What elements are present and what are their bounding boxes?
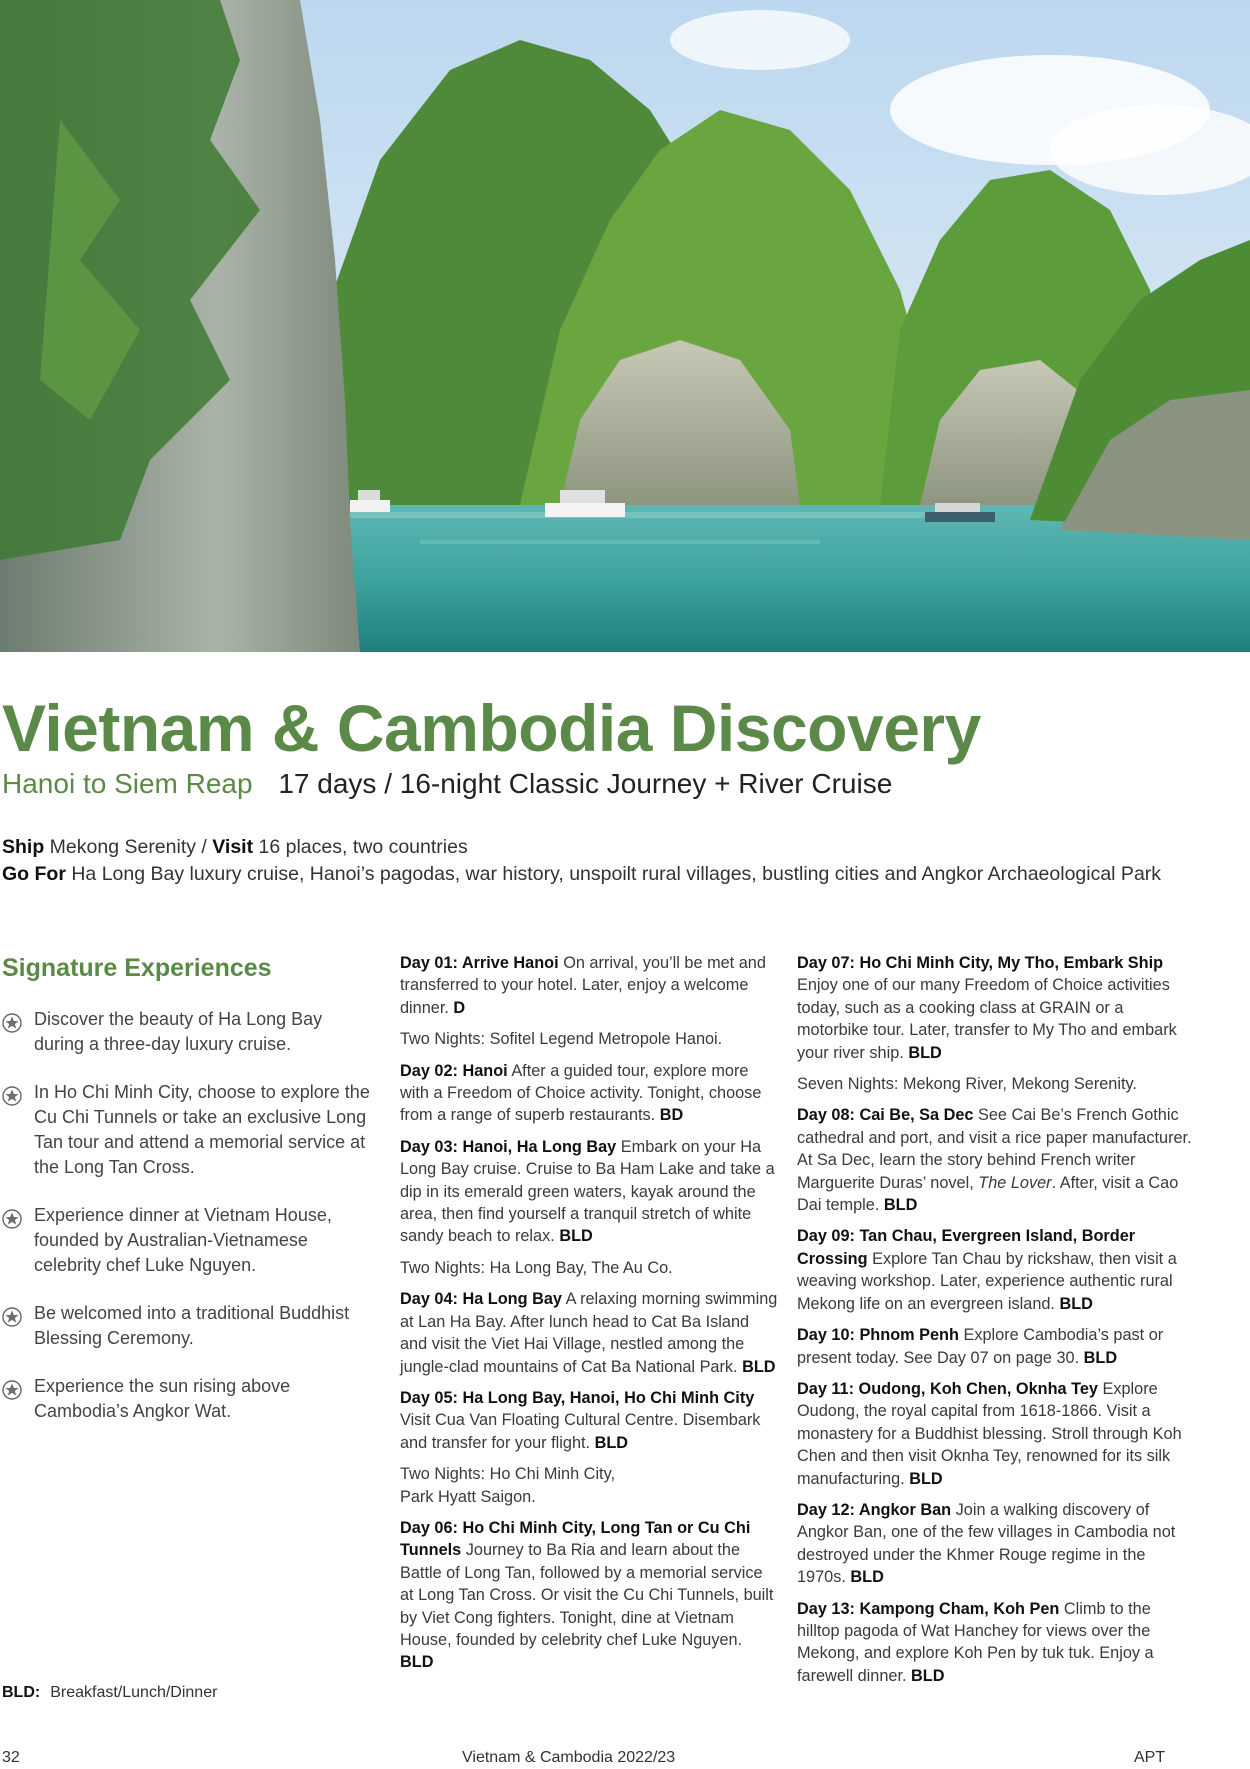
day-06: Day 06: Ho Chi Minh City, Long Tan or Cu Chi Tunnels Journey to Ba Ria and learn about the Battle of Long Tan, followed by a memorial service at Long Tan Cross. Or visit the Cu Chi Tunnels, built by Viet Cong fighters. Tonight, dine at Vietnam House, founded by celebrity chef Luke Nguyen. BLD bbox=[400, 1518, 774, 1672]
page-title: Vietnam & Cambodia Discovery bbox=[2, 691, 981, 765]
star-badge-icon bbox=[2, 1209, 22, 1229]
ship-label: Ship bbox=[2, 836, 45, 858]
signature-text: Be welcomed into a traditional Buddhist Blessing Ceremony. bbox=[34, 1303, 350, 1348]
route-text: Hanoi to Siem Reap bbox=[2, 768, 253, 799]
day-04: Day 04: Ha Long Bay A relaxing morning swimming at Lan Ha Bay. After lunch head to Cat Ba Island and visit the Viet Hai Village, nestled among the jungle-clad mountains of Cat Ba National Park. BLD bbox=[400, 1290, 778, 1376]
signature-experiences bbox=[2, 952, 372, 1447]
day-09: Day 09: Tan Chau, Evergreen Island, Border Crossing Explore Tan Chau by rickshaw, then visit a weaving workshop. Later, experience authentic rural Mekong life on an evergreen island. BLD bbox=[797, 1227, 1177, 1313]
list-item bbox=[2, 1007, 372, 1057]
day-13: Day 13: Kampong Cham, Koh Pen Climb to the hilltop pagoda of Wat Hanchey for views over the Mekong, and explore Koh Pen by tuk tuk. Enjoy a farewell dinner. BLD bbox=[797, 1599, 1154, 1685]
day-11: Day 11: Oudong, Koh Chen, Oknha Tey Explore Oudong, the royal capital from 1618-1866. Visit a monastery for a Buddhist blessing. Stroll through Koh Chen and then visit Oknha Tey, renowned for its silk manufacturing. BLD bbox=[797, 1379, 1182, 1488]
brand-name: APT bbox=[1134, 1749, 1166, 1766]
publication-title: Vietnam & Cambodia 2022/23 bbox=[462, 1749, 676, 1766]
hero-photo-ha-long-bay bbox=[0, 0, 1250, 652]
list-item bbox=[2, 1374, 372, 1424]
visit-label: Visit bbox=[212, 836, 254, 858]
day-10: Day 10: Phnom Penh Explore Cambodia’s past or present today. See Day 07 on page 30. BLD bbox=[797, 1326, 1164, 1367]
day-08: Day 08: Cai Be, Sa Dec See Cai Be’s French Gothic cathedral and port, and visit a rice paper manufacturer. At Sa Dec, learn the story behind French writer Marguerite Duras’ novel, The Lover. After, visit a Cao Dai temple. BLD bbox=[797, 1106, 1192, 1215]
accommodation-note: Two Nights: Ho Chi Minh City, Park Hyatt Saigon. bbox=[400, 1465, 616, 1506]
accommodation-note: Two Nights: Sofitel Legend Metropole Hanoi. bbox=[400, 1030, 723, 1049]
go-for-line bbox=[2, 861, 1161, 888]
star-badge-icon bbox=[2, 1013, 22, 1033]
day-12: Day 12: Angkor Ban Join a walking discovery of Angkor Ban, one of the few villages in Cambodia not destroyed under the Khmer Rouge regime in the 1970s. BLD bbox=[797, 1500, 1176, 1587]
ship-visit-line bbox=[2, 834, 1161, 861]
visit-value: 16 places, two countries bbox=[258, 836, 468, 858]
legend-value: Breakfast/Lunch/Dinner bbox=[50, 1684, 218, 1701]
page-number: 32 bbox=[2, 1749, 20, 1766]
itinerary-column-2 bbox=[797, 952, 1192, 1696]
list-item bbox=[2, 1080, 372, 1180]
trip-facts bbox=[2, 834, 1161, 888]
itinerary-column-1 bbox=[400, 952, 780, 1683]
meal-legend bbox=[2, 1684, 217, 1702]
signature-text: Experience dinner at Vietnam House, founded by Australian-Vietnamese celebrity chef Luke Nguyen. bbox=[34, 1205, 332, 1275]
star-badge-icon bbox=[2, 1086, 22, 1106]
list-item bbox=[2, 1301, 372, 1351]
star-badge-icon bbox=[2, 1380, 22, 1400]
day-07: Day 07: Ho Chi Minh City, My Tho, Embark Ship Enjoy one of our many Freedom of Choice activities today, such as a cooking class at GRAIN or a motorbike tour. Later, transfer to My Tho and embark your river ship. BLD bbox=[797, 954, 1177, 1062]
go-for-value: Ha Long Bay luxury cruise, Hanoi’s pagodas, war history, unspoilt rural villages, bustling cities and Angkor Archaeological Park bbox=[71, 863, 1162, 885]
day-05: Day 05: Ha Long Bay, Hanoi, Ho Chi Minh City Visit Cua Van Floating Cultural Centre. Disembark and transfer for your flight. BLD bbox=[400, 1388, 761, 1452]
accommodation-note: Seven Nights: Mekong River, Mekong Serenity. bbox=[797, 1075, 1137, 1094]
ship-value: Mekong Serenity / bbox=[49, 836, 207, 858]
day-02: Day 02: Hanoi After a guided tour, explore more with a Freedom of Choice activity. Tonight, choose from a range of superb restaurants. BD bbox=[400, 1061, 762, 1125]
signature-text: Discover the beauty of Ha Long Bay during a three-day luxury cruise. bbox=[34, 1009, 323, 1054]
day-03: Day 03: Hanoi, Ha Long Bay Embark on your Ha Long Bay cruise. Cruise to Ba Ham Lake and take a dip in its emerald green waters, kayak around the area, then find yourself a tranquil stretch of white sandy beach to relax. BLD bbox=[400, 1137, 775, 1246]
subtitle bbox=[2, 768, 892, 800]
signature-title: Signature Experiences bbox=[2, 954, 272, 982]
legend-key: BLD: bbox=[2, 1684, 41, 1701]
signature-list bbox=[2, 1007, 372, 1424]
journey-text: 17 days / 16-night Classic Journey + River Cruise bbox=[278, 768, 893, 799]
day-01: Day 01: Arrive Hanoi On arrival, you’ll be met and transferred to your hotel. Later, enjoy a welcome dinner. D bbox=[400, 954, 766, 1017]
accommodation-note: Two Nights: Ha Long Bay, The Au Co. bbox=[400, 1258, 673, 1277]
list-item bbox=[2, 1203, 372, 1278]
go-for-label: Go For bbox=[2, 863, 66, 885]
signature-text: Experience the sun rising above Cambodia’s Angkor Wat. bbox=[34, 1376, 291, 1421]
star-badge-icon bbox=[2, 1307, 22, 1327]
signature-text: In Ho Chi Minh City, choose to explore the Cu Chi Tunnels or take an exclusive Long Tan tour and attend a memorial service at the Long Tan Cross. bbox=[34, 1082, 370, 1177]
